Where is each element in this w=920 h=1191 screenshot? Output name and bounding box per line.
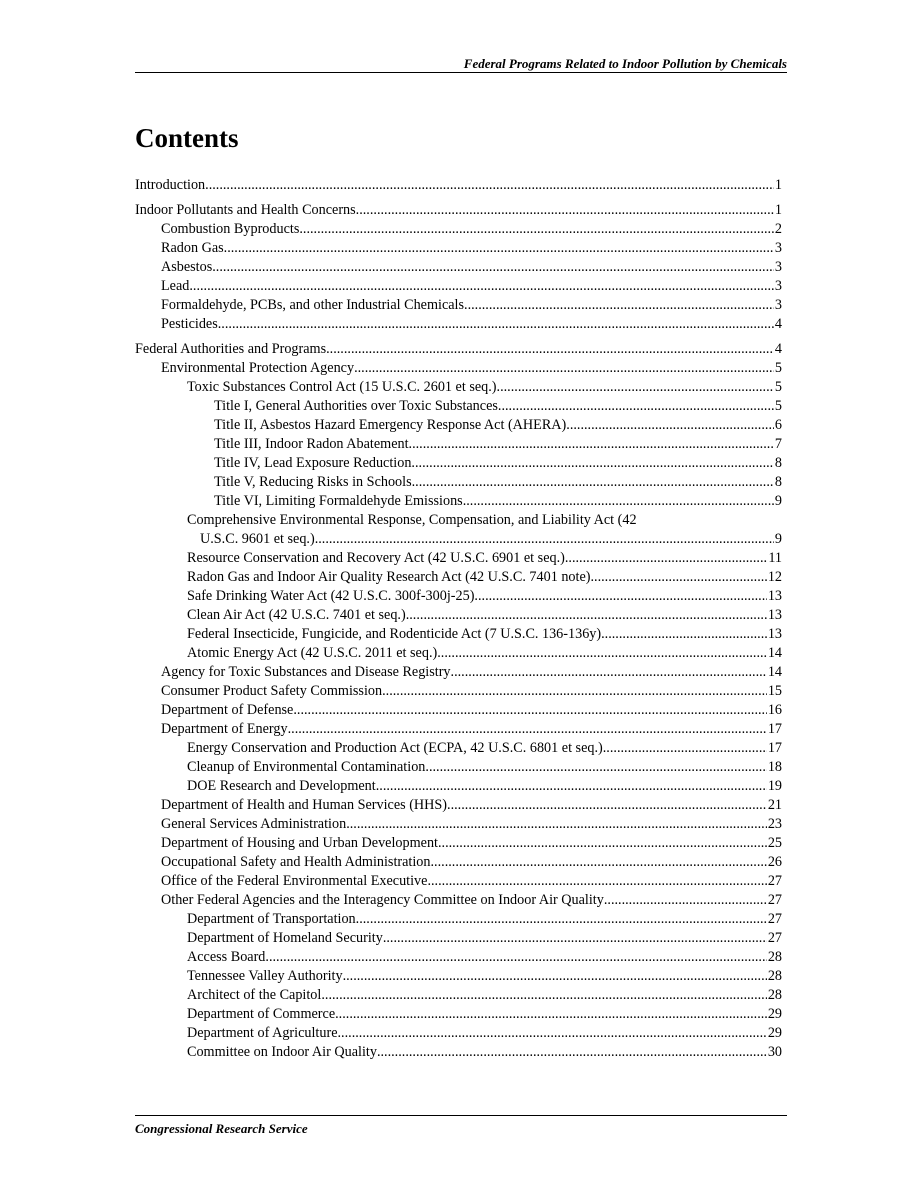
toc-entry-title: Asbestos [161, 259, 213, 275]
toc-entry[interactable] [135, 296, 782, 315]
dot-leader [299, 220, 774, 239]
toc-entry-page: 1 [774, 202, 782, 218]
toc-entry-title: Department of Housing and Urban Development [161, 835, 438, 851]
dot-leader [464, 296, 774, 315]
dot-leader [315, 530, 774, 549]
toc-entry[interactable] [135, 834, 782, 853]
dot-leader [356, 910, 767, 929]
toc-entry[interactable] [135, 929, 782, 948]
dot-leader [377, 1043, 767, 1062]
toc-entry[interactable] [135, 378, 782, 397]
dot-leader [565, 549, 767, 568]
header-rule [135, 72, 787, 73]
dot-leader [224, 239, 774, 258]
toc-entry-page: 17 [767, 721, 782, 737]
toc-entry-page: 7 [774, 436, 782, 452]
dot-leader [447, 796, 767, 815]
toc-entry[interactable] [135, 568, 782, 587]
dot-leader [383, 929, 767, 948]
toc-entry[interactable] [135, 758, 782, 777]
toc-entry-title: Combustion Byproducts [161, 221, 300, 237]
toc-entry-title: Title VI, Limiting Formaldehyde Emissions [214, 493, 463, 509]
toc-entry-title: Department of Defense [161, 702, 294, 718]
footer-rule [135, 1115, 787, 1116]
dot-leader [474, 587, 766, 606]
toc-entry-title: Radon Gas [161, 240, 224, 256]
toc-entry[interactable] [135, 986, 782, 1005]
toc-entry[interactable] [135, 625, 782, 644]
toc-entry-page: 27 [767, 892, 782, 908]
dot-leader [354, 359, 774, 378]
toc-entry-page: 19 [767, 778, 782, 794]
dot-leader [382, 682, 767, 701]
dot-leader [431, 853, 767, 872]
toc-entry-title: Title V, Reducing Risks in Schools [214, 474, 412, 490]
toc-entry[interactable] [135, 473, 782, 492]
toc-entry[interactable] [135, 910, 782, 929]
toc-entry-page: 14 [767, 645, 782, 661]
toc-entry-title: Title II, Asbestos Hazard Emergency Response Act (AHERA) [214, 417, 567, 433]
dot-leader [438, 834, 767, 853]
toc-entry-title: Consumer Product Safety Commission [161, 683, 383, 699]
toc-entry-title: Tennessee Valley Authority [187, 968, 343, 984]
toc-entry-page: 30 [767, 1044, 782, 1060]
toc-entry-title: Committee on Indoor Air Quality [187, 1044, 377, 1060]
toc-entry-page: 13 [767, 607, 782, 623]
dot-leader [189, 277, 774, 296]
dot-leader [590, 568, 766, 587]
toc-entry-page: 11 [768, 550, 782, 566]
toc-entry-page: 13 [767, 626, 782, 642]
toc-entry-page: 13 [767, 588, 782, 604]
toc-entry-page: 29 [767, 1006, 782, 1022]
toc-entry[interactable] [135, 815, 782, 834]
running-header: Federal Programs Related to Indoor Pollution by Chemicals [463, 56, 787, 71]
toc-entry-title: Introduction [135, 177, 206, 193]
toc-entry[interactable] [135, 397, 782, 416]
toc-entry-title: Title I, General Authorities over Toxic Substances [214, 398, 498, 414]
toc-entry-title: Pesticides [161, 316, 218, 332]
toc-entry[interactable] [135, 220, 782, 239]
toc-entry-title: Access Board [187, 949, 266, 965]
toc-entry-page: 3 [774, 240, 782, 256]
dot-leader [427, 872, 766, 891]
toc-entry[interactable] [135, 201, 782, 220]
toc-entry[interactable] [135, 587, 782, 606]
toc-entry-title: Cleanup of Environmental Contamination [187, 759, 426, 775]
toc-entry-page: 23 [767, 816, 782, 832]
dot-leader [437, 644, 767, 663]
toc-entry[interactable] [135, 891, 782, 910]
dot-leader [604, 891, 767, 910]
toc-entry-title: Department of Energy [161, 721, 288, 737]
dot-leader [601, 625, 767, 644]
toc-entry-title: Lead [161, 278, 190, 294]
toc-entry-page: 9 [774, 531, 782, 547]
toc-entry[interactable] [135, 777, 782, 796]
toc-entry-page: 25 [767, 835, 782, 851]
toc-entry-page: 5 [774, 379, 782, 395]
toc-entry-page: 27 [767, 930, 782, 946]
dot-leader [293, 701, 766, 720]
dot-leader [356, 201, 774, 220]
toc-entry[interactable] [135, 720, 782, 739]
toc-entry[interactable] [135, 239, 782, 258]
toc-entry[interactable] [135, 176, 782, 195]
toc-entry[interactable] [135, 853, 782, 872]
toc-entry-title: Department of Agriculture [187, 1025, 338, 1041]
dot-leader [425, 758, 766, 777]
toc-entry-page: 29 [767, 1025, 782, 1041]
toc-entry[interactable] [135, 663, 782, 682]
toc-entry[interactable] [135, 359, 782, 378]
toc-entry-title: Occupational Safety and Health Administration [161, 854, 431, 870]
dot-leader [218, 315, 774, 334]
toc-entry-title: Energy Conservation and Production Act (ECPA, 42 U.S.C. 6801 et seq.) [187, 740, 603, 756]
dot-leader [288, 720, 767, 739]
toc-entry-page: 28 [767, 968, 782, 984]
toc-entry-page: 8 [774, 455, 782, 471]
toc-entry-title: Federal Authorities and Programs [135, 341, 327, 357]
toc-entry[interactable] [135, 549, 782, 568]
toc-entry[interactable] [135, 511, 782, 549]
toc-entry-page: 14 [767, 664, 782, 680]
toc-entry-title: Atomic Energy Act (42 U.S.C. 2011 et seq.) [187, 645, 438, 661]
toc-entry-title: Title III, Indoor Radon Abatement [214, 436, 409, 452]
toc-entry[interactable] [135, 948, 782, 967]
dot-leader [343, 967, 767, 986]
toc-entry-page: 9 [774, 493, 782, 509]
dot-leader [498, 397, 774, 416]
toc-entry-page: 17 [767, 740, 782, 756]
toc-entry-title: Indoor Pollutants and Health Concerns [135, 202, 356, 218]
dot-leader [338, 1024, 767, 1043]
toc-entry-page: 5 [774, 398, 782, 414]
toc-entry-page: 3 [774, 297, 782, 313]
toc-entry-page: 4 [774, 316, 782, 332]
dot-leader [603, 739, 767, 758]
toc-entry[interactable] [135, 872, 782, 891]
dot-leader [463, 492, 774, 511]
running-footer: Congressional Research Service [135, 1121, 308, 1136]
toc-entry[interactable] [135, 277, 782, 296]
toc-entry-page: 15 [767, 683, 782, 699]
dot-leader [335, 1005, 767, 1024]
dot-leader [409, 435, 774, 454]
dot-leader [346, 815, 767, 834]
toc-entry-title: Other Federal Agencies and the Interagency Committee on Indoor Air Quality [161, 892, 604, 908]
toc-entry[interactable] [135, 1005, 782, 1024]
toc-entry[interactable] [135, 454, 782, 473]
toc-entry-page: 8 [774, 474, 782, 490]
dot-leader [265, 948, 766, 967]
toc-entry-title: General Services Administration [161, 816, 347, 832]
toc-entry[interactable] [135, 796, 782, 815]
toc-entry[interactable] [135, 315, 782, 334]
toc-entry-page: 3 [774, 278, 782, 294]
toc-entry-page: 28 [767, 987, 782, 1003]
toc-entry-page: 21 [767, 797, 782, 813]
page-title: Contents [135, 123, 239, 153]
toc-entry-title: Department of Commerce [187, 1006, 336, 1022]
toc-entry-page: 3 [774, 259, 782, 275]
toc-entry[interactable] [135, 739, 782, 758]
toc-entry[interactable] [135, 416, 782, 435]
toc-entry-page: 27 [767, 873, 782, 889]
toc-entry-title: Office of the Federal Environmental Executive [161, 873, 428, 889]
table-of-contents [135, 176, 782, 1062]
toc-entry-page: 4 [774, 341, 782, 357]
toc-entry[interactable] [135, 258, 782, 277]
toc-entry-title: Department of Transportation [187, 911, 356, 927]
toc-entry-title: Toxic Substances Control Act (15 U.S.C. 2601 et seq.) [187, 379, 497, 395]
toc-entry-title: Radon Gas and Indoor Air Quality Research Act (42 U.S.C. 7401 note) [187, 569, 591, 585]
toc-entry-title: Federal Insecticide, Fungicide, and Rodenticide Act (7 U.S.C. 136-136y) [187, 626, 602, 642]
toc-entry-title: Title IV, Lead Exposure Reduction [214, 455, 412, 471]
toc-entry-page: 18 [767, 759, 782, 775]
toc-entry-title: Safe Drinking Water Act (42 U.S.C. 300f-300j-25) [187, 588, 475, 604]
toc-entry-title: Comprehensive Environmental Response, Compensation, and Liability Act (42 [187, 512, 637, 528]
toc-entry-page: 1 [774, 177, 782, 193]
dot-leader [326, 340, 774, 359]
toc-entry[interactable] [135, 492, 782, 511]
toc-entry-page: 26 [767, 854, 782, 870]
toc-entry[interactable] [135, 435, 782, 454]
dot-leader [566, 416, 774, 435]
toc-entry-page: 2 [774, 221, 782, 237]
dot-leader [321, 986, 766, 1005]
dot-leader [205, 176, 774, 195]
toc-entry-page: 5 [774, 360, 782, 376]
dot-leader [376, 777, 767, 796]
toc-entry[interactable] [135, 340, 782, 359]
dot-leader [406, 606, 767, 625]
toc-entry-title: Department of Homeland Security [187, 930, 383, 946]
toc-entry-page: 28 [767, 949, 782, 965]
toc-entry-page: 27 [767, 911, 782, 927]
dot-leader [497, 378, 774, 397]
toc-entry-title: Clean Air Act (42 U.S.C. 7401 et seq.) [187, 607, 406, 623]
dot-leader [411, 454, 773, 473]
toc-entry-title: Formaldehyde, PCBs, and other Industrial Chemicals [161, 297, 465, 313]
toc-entry-title: Resource Conservation and Recovery Act (42 U.S.C. 6901 et seq.) [187, 550, 565, 566]
toc-entry-page: 6 [774, 417, 782, 433]
toc-entry[interactable] [135, 701, 782, 720]
toc-entry-title: Department of Health and Human Services (HHS) [161, 797, 448, 813]
dot-leader [412, 473, 774, 492]
toc-entry-page: 12 [767, 569, 782, 585]
toc-entry[interactable] [135, 606, 782, 625]
toc-entry[interactable] [135, 967, 782, 986]
toc-entry-title: Architect of the Capitol [187, 987, 322, 1003]
dot-leader [451, 663, 767, 682]
dot-leader [212, 258, 774, 277]
toc-entry-title: DOE Research and Development [187, 778, 376, 794]
toc-entry[interactable] [135, 644, 782, 663]
toc-entry-page: 16 [767, 702, 782, 718]
toc-entry-title: U.S.C. 9601 et seq.) [200, 531, 315, 547]
toc-entry[interactable] [135, 682, 782, 701]
toc-entry-title: Environmental Protection Agency [161, 360, 355, 376]
toc-entry[interactable] [135, 1024, 782, 1043]
toc-entry[interactable] [135, 1043, 782, 1062]
toc-entry-title: Agency for Toxic Substances and Disease Registry [161, 664, 451, 680]
